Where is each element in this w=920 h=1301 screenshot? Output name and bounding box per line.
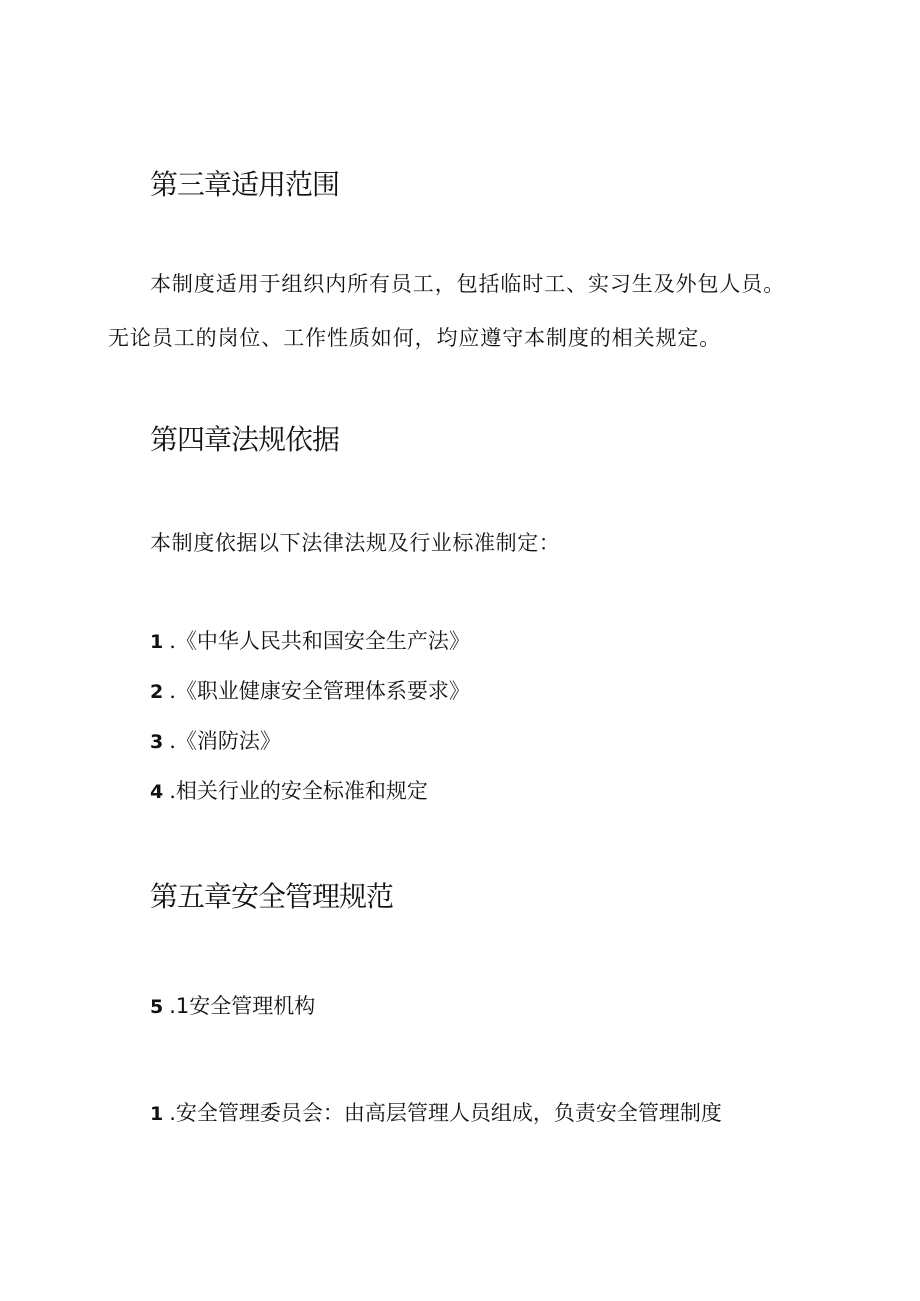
list-item-number: 2 xyxy=(150,681,170,703)
organization-item xyxy=(150,1098,722,1129)
list-item xyxy=(150,676,470,707)
list-item-text: .相关行业的安全标准和规定 xyxy=(169,779,428,803)
list-item xyxy=(150,776,428,807)
list-item-text: .《中华人民共和国安全生产法》 xyxy=(169,629,470,653)
list-item-text: .《职业健康安全管理体系要求》 xyxy=(169,679,470,703)
list-item xyxy=(150,726,281,757)
chapter3-paragraph: 本制度适用于组织内所有员工，包括临时工、实习生及外包人员。无论员工的岗位、工作性质如何，均应遵守本制度的相关规定。 xyxy=(108,272,786,350)
item-label: .安全管理委员会： xyxy=(169,1101,344,1125)
section-number: 5 xyxy=(150,996,170,1018)
section-title: .1安全管理机构 xyxy=(169,994,316,1018)
list-item-text: .《消防法》 xyxy=(169,729,281,753)
chapter4-intro: 本制度依据以下法律法规及行业标准制定： xyxy=(150,531,561,555)
list-item-number: 4 xyxy=(150,781,170,803)
chapter3-title: 第三章适用范围 xyxy=(150,168,340,201)
list-item xyxy=(150,626,470,657)
chapter5-title: 第五章安全管理规范 xyxy=(150,880,394,913)
section-heading xyxy=(150,991,315,1022)
list-item-number: 1 xyxy=(150,631,170,653)
item-text: 由高层管理人员组成，负责安全管理制度 xyxy=(343,1101,722,1125)
item-number: 1 xyxy=(150,1103,170,1125)
list-item-number: 3 xyxy=(150,731,170,753)
chapter4-title: 第四章法规依据 xyxy=(150,423,340,456)
